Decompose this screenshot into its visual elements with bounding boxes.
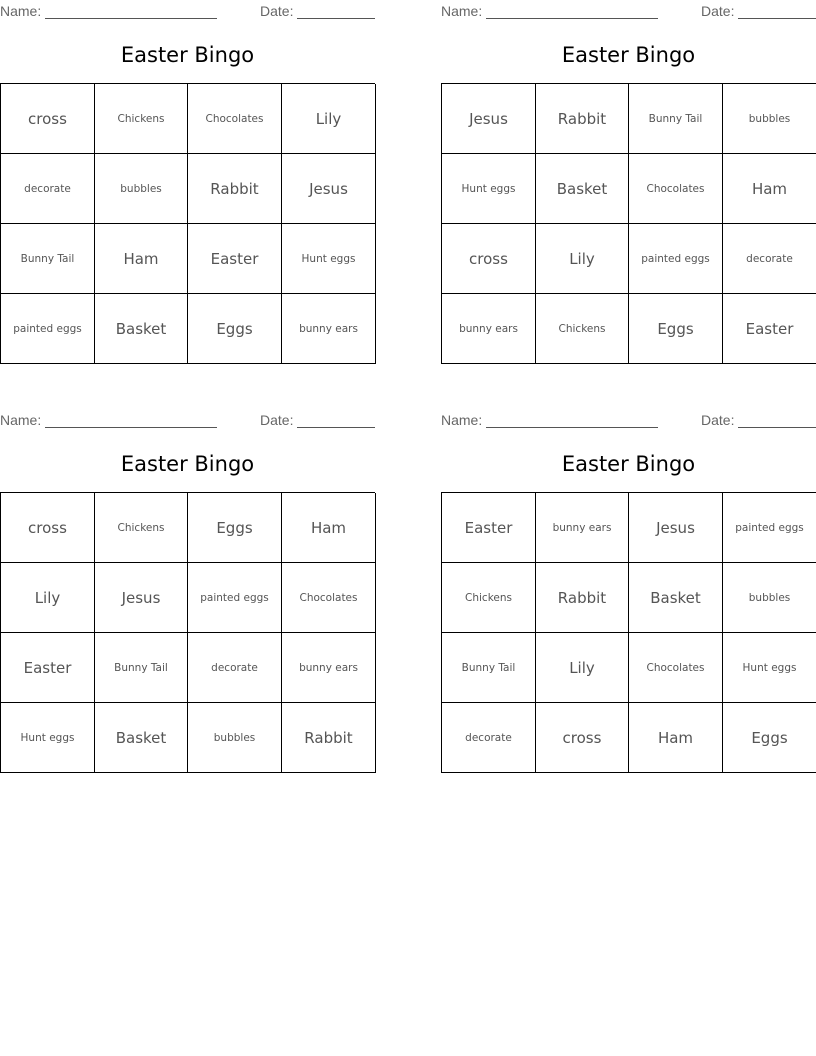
name-label: Name: [441,412,483,428]
bingo-cell: Lily [1,563,95,633]
card-header [0,0,375,22]
bingo-cell: painted eggs [723,493,816,563]
bingo-cell: Chocolates [188,84,282,154]
bingo-cell: Rabbit [282,703,376,773]
bingo-cell: Bunny Tail [442,633,536,703]
bingo-cell: cross [1,493,95,563]
bingo-cell: Hunt eggs [1,703,95,773]
bingo-cell: Easter [1,633,95,703]
date-label: Date: [701,3,735,19]
date-label: Date: [260,3,294,19]
bingo-cell: Jesus [629,493,723,563]
bingo-cell: cross [442,224,536,294]
bingo-cell: Chocolates [282,563,376,633]
bingo-card [441,409,816,747]
bingo-cell: Rabbit [536,84,629,154]
card-header [441,409,816,431]
bingo-cell: Basket [536,154,629,224]
bingo-cell: bubbles [95,154,188,224]
bingo-cell: Chocolates [629,154,723,224]
date-field[interactable] [297,0,375,19]
bingo-cell: Bunny Tail [95,633,188,703]
bingo-cell: Ham [95,224,188,294]
bingo-cell: decorate [442,703,536,773]
bingo-cell: bunny ears [282,633,376,703]
date-field[interactable] [738,0,816,19]
bingo-cell: Ham [723,154,816,224]
date-field[interactable] [297,409,375,428]
bingo-cell: Rabbit [536,563,629,633]
card-header [441,0,816,22]
date-field[interactable] [738,409,816,428]
bingo-cell: cross [536,703,629,773]
bingo-cell: bunny ears [536,493,629,563]
bingo-cell: Bunny Tail [1,224,95,294]
bingo-cell: bubbles [188,703,282,773]
bingo-cell: Basket [629,563,723,633]
bingo-cell: Eggs [188,493,282,563]
bingo-cell: Jesus [95,563,188,633]
bingo-cell: decorate [1,154,95,224]
bingo-cell: Eggs [723,703,816,773]
bingo-cell: bubbles [723,84,816,154]
bingo-cell: bunny ears [282,294,376,364]
bingo-cell: Basket [95,703,188,773]
bingo-cell: Jesus [282,154,376,224]
bingo-cell: bunny ears [442,294,536,364]
bingo-cell: Eggs [629,294,723,364]
date-label: Date: [260,412,294,428]
card-title: Easter Bingo [120,452,255,476]
bingo-cell: decorate [188,633,282,703]
bingo-cell: painted eggs [1,294,95,364]
bingo-card [0,0,375,338]
bingo-cell: Chickens [95,493,188,563]
bingo-cell: Chocolates [629,633,723,703]
bingo-grid [0,492,375,773]
name-field[interactable] [45,0,217,19]
bingo-cell: Jesus [442,84,536,154]
card-title: Easter Bingo [120,43,255,67]
bingo-cell: Basket [95,294,188,364]
name-label: Name: [0,412,42,428]
bingo-grid [441,492,816,773]
bingo-cell: decorate [723,224,816,294]
bingo-cell: Hunt eggs [723,633,816,703]
bingo-cell: Easter [442,493,536,563]
bingo-cell: painted eggs [629,224,723,294]
bingo-cell: Hunt eggs [442,154,536,224]
bingo-cell: Ham [282,493,376,563]
name-field[interactable] [486,409,658,428]
bingo-cell: cross [1,84,95,154]
card-title: Easter Bingo [561,43,696,67]
bingo-cell: Chickens [536,294,629,364]
bingo-cell: bubbles [723,563,816,633]
bingo-grid [441,83,816,364]
bingo-cell: Lily [536,633,629,703]
name-field[interactable] [486,0,658,19]
bingo-cell: Chickens [95,84,188,154]
bingo-cell: Easter [723,294,816,364]
bingo-cell: painted eggs [188,563,282,633]
bingo-cell: Lily [536,224,629,294]
bingo-card [441,0,816,338]
card-title: Easter Bingo [561,452,696,476]
bingo-cell: Easter [188,224,282,294]
bingo-card [0,409,375,747]
name-field[interactable] [45,409,217,428]
bingo-cell: Hunt eggs [282,224,376,294]
date-label: Date: [701,412,735,428]
bingo-cell: Chickens [442,563,536,633]
bingo-cell: Bunny Tail [629,84,723,154]
name-label: Name: [441,3,483,19]
bingo-cell: Lily [282,84,376,154]
bingo-cell: Ham [629,703,723,773]
card-header [0,409,375,431]
bingo-cell: Eggs [188,294,282,364]
bingo-cell: Rabbit [188,154,282,224]
name-label: Name: [0,3,42,19]
bingo-grid [0,83,375,364]
